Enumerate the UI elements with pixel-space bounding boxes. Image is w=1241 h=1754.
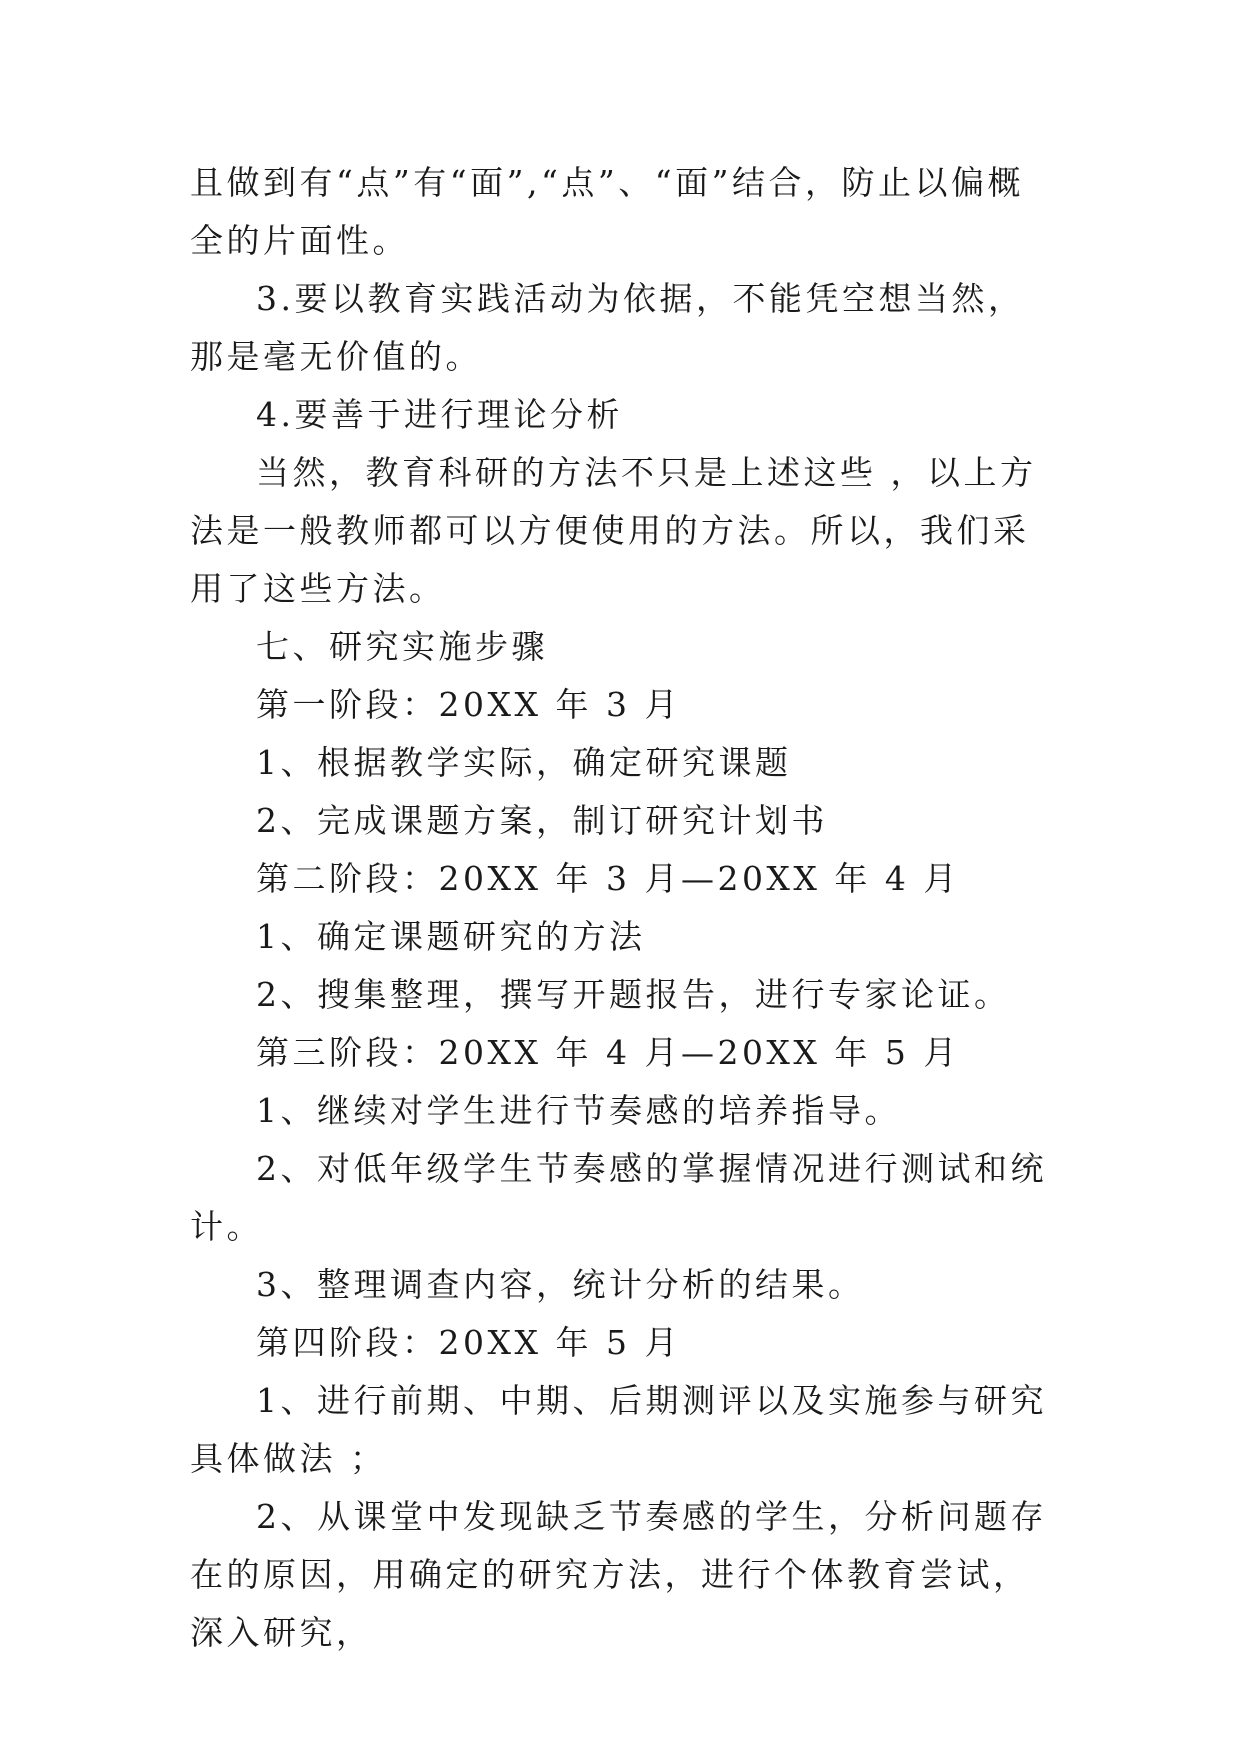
document-body — [190, 154, 1050, 1662]
stage-4-item-2: 2、从课堂中发现缺乏节奏感的学生，分析问题存在的原因，用确定的研究方法，进行个体教育尝试，深入研究， — [190, 1497, 1047, 1652]
stage-2-item-1: 1、确定课题研究的方法 — [256, 917, 646, 956]
stage-2-item-2: 2、搜集整理，撰写开题报告，进行专家论证。 — [256, 975, 1011, 1014]
stage-3-item-3: 3、整理调查内容，统计分析的结果。 — [256, 1265, 865, 1304]
stage-1-heading: 第一阶段：20XX 年 3 月 — [256, 685, 681, 724]
paragraph-methods-summary: 当然，教育科研的方法不只是上述这些 ，以上方法是一般教师都可以方便使用的方法。所以，我们采用了这些方法。 — [190, 453, 1037, 608]
stage-4-heading: 第四阶段：20XX 年 5 月 — [256, 1323, 681, 1362]
section-heading-steps: 七、研究实施步骤 — [256, 627, 548, 666]
stage-1-item-2: 2、完成课题方案，制订研究计划书 — [256, 801, 828, 840]
stage-4-item-1: 1、进行前期、中期、后期测评以及实施参与研究具体做法 ； — [190, 1381, 1047, 1478]
stage-3-heading: 第三阶段：20XX 年 4 月—20XX 年 5 月 — [256, 1033, 960, 1072]
stage-3-item-1: 1、继续对学生进行节奏感的培养指导。 — [256, 1091, 901, 1130]
paragraph-continuation: 且做到有“点”有“面”,“点”、“面”结合，防止以偏概全的片面性。 — [190, 163, 1024, 260]
stage-3-item-2: 2、对低年级学生节奏感的掌握情况进行测试和统计。 — [190, 1149, 1047, 1246]
paragraph-point-4: 4.要善于进行理论分析 — [256, 395, 623, 434]
paragraph-point-3: 3.要以教育实践活动为依据，不能凭空想当然，那是毫无价值的。 — [190, 279, 1025, 376]
stage-2-heading: 第二阶段：20XX 年 3 月—20XX 年 4 月 — [256, 859, 960, 898]
stage-1-item-1: 1、根据教学实际，确定研究课题 — [256, 743, 792, 782]
